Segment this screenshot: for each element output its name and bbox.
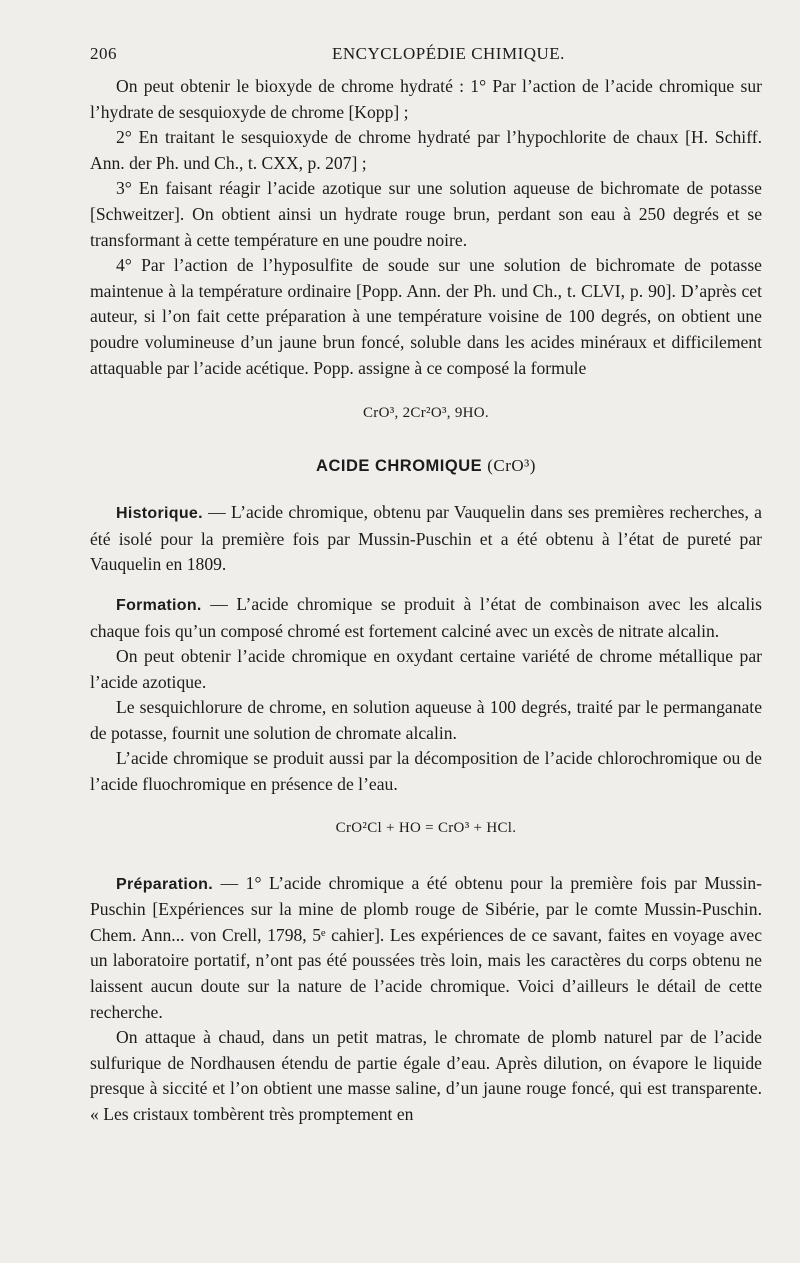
- runin-heading: Formation.: [116, 596, 202, 614]
- paragraph-text: — L’acide chromique se produit à l’état de combinaison avec les alcalis chaque fois qu’un composé chromé est fortement calciné avec un excès de nitrate alcalin.: [90, 593, 762, 641]
- section-title: [90, 456, 762, 476]
- section-title-text: ACIDE CHROMIQUE: [316, 457, 483, 476]
- paragraph: 3° En faisant réagir l’acide azotique sur une solution aqueuse de bichromate de potasse [Schweitzer]. On obtient ainsi un hydrate rouge brun, perdant son eau à 250 degrés et se transformant à cette température en une poudre noire.: [90, 178, 762, 250]
- section-title-formula: (CrO³): [487, 456, 536, 476]
- paragraph-historique: [90, 500, 762, 578]
- paragraph: L’acide chromique se produit aussi par la décomposition de l’acide chlorochromique ou de l’acide fluochromique en présence de l’eau.: [90, 748, 762, 795]
- paragraph-preparation: [90, 871, 762, 1026]
- paragraph-text: — L’acide chromique, obtenu par Vauquelin dans ses premières recherches, a été isolé pour la première fois par Mussin-Puschin et a été obtenu à l’état de pureté par Vauquelin en 1809.: [90, 502, 762, 575]
- runin-heading: Historique.: [116, 505, 203, 523]
- paragraph: 4° Par l’action de l’hyposulfite de soude sur une solution de bichromate de potasse maintenue à la température ordinaire [Popp. Ann. der Ph. und Ch., t. CLVI, p. 90]. D’après cet auteur, si l’on fait cette préparation à une température voisine de 100 degrés, on obtient une poudre volumineuse d’un jaune brun foncé, soluble dans les acides minéraux et difficilement attaquable par l’acide acétique. Popp. assigne à ce composé la formule: [90, 255, 762, 378]
- page-number: 206: [90, 44, 117, 63]
- chemical-equation: CrO²Cl + HO = CrO³ + HCl.: [335, 819, 517, 836]
- runin-heading: Préparation.: [116, 875, 213, 893]
- page-header: [90, 44, 762, 74]
- chemical-formula: CrO³, 2Cr²O³, 9HO.: [363, 405, 489, 422]
- paragraph-text: — 1° L’acide chromique a été obtenu pour la première fois par Mussin-Puschin [Expériences sur la mine de plomb rouge de Sibérie, par le comte Mussin-Puschin. Chem. Ann... von Crell, 1798, 5ᵉ cahier]. Les expériences de ce savant, faites en voyage avec un laboratoire portatif, n’ont pas été poussées très loin, mais les caractères du corps obtenu ne laissent aucun doute sur la nature de l’acide chromique. Voici d’ailleurs le détail de cette recherche.: [90, 872, 762, 1022]
- paragraph: On attaque à chaud, dans un petit matras, le chromate de plomb naturel par de l’acide sulfurique de Nordhausen étendu de partie égale d’eau. Après dilution, on évapore le liquide presque à siccité et l’on obtient une masse saline, d’un jaune rouge foncé, qui est transparente. « Les cristaux tombèrent très promptement en: [90, 1027, 762, 1124]
- paragraph: 2° En traitant le sesquioxyde de chrome hydraté par l’hypochlorite de chaux [H. Schiff. Ann. der Ph. und Ch., t. CXX, p. 207] ;: [90, 127, 762, 173]
- paragraph: On peut obtenir l’acide chromique en oxydant certaine variété de chrome métallique par l’acide azotique.: [90, 646, 762, 692]
- paragraph-formation: [90, 592, 762, 644]
- paragraph: Le sesquichlorure de chrome, en solution aqueuse à 100 degrés, traité par le permanganate de potasse, fournit une solution de chromate alcalin.: [90, 697, 762, 743]
- running-title: ENCYCLOPÉDIE CHIMIQUE.: [332, 44, 565, 63]
- paragraph: On peut obtenir le bioxyde de chrome hydraté : 1° Par l’action de l’acide chromique sur l’hydrate de sesquioxyde de chrome [Kopp] ;: [90, 76, 762, 122]
